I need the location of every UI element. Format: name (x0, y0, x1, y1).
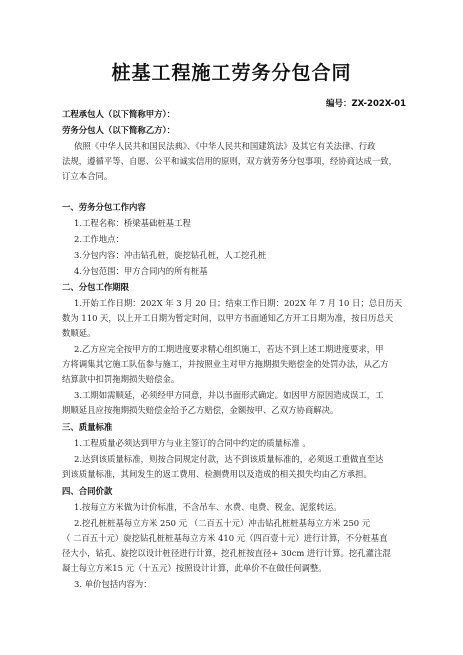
section-4-p2-line-1: 2.挖孔桩桩基每立方米 250 元 （二百五十元）冲击钻孔桩桩基每立方米 250 元 (74, 518, 371, 528)
section-2-p2-line-3: 结算款中扣罚拖期损失赔偿金。 (62, 374, 180, 384)
section-4-p2-line-3: 径大小，钻孔、旋挖以设计桩径进行计算，挖孔桩按直径+ 30cm 进行计算。挖孔灌注混 (62, 548, 391, 558)
section-1-item-3: 3.分包内容：冲击钻孔桩，旋挖钻孔桩，人工挖孔桩 (74, 250, 267, 260)
party-b-line: 劳务分包人（以下简称乙方）： (62, 125, 176, 135)
party-a-line: 工程承包人（以下简称甲方）： (62, 109, 176, 119)
section-1-item-4: 4.分包范围：甲方合同内的所有桩基 (74, 266, 208, 276)
document-title: 桩基工程施工劳务分包合同 (111, 62, 352, 84)
section-1-item-1: 1.工程名称：桥梁基础桩基工程 (74, 218, 191, 228)
section-4-p2-line-4: 凝土每立方米15 元（十五元）按照设计计算，此单价不在做任何调整。 (62, 563, 327, 573)
section-2-heading: 二、分包工作期限 (62, 282, 129, 292)
section-1-item-2: 2.工作地点： (74, 234, 124, 244)
section-1-heading: 一、劳务分包工作内容 (62, 202, 146, 212)
section-3-p2-line-2: 到该质量标准，其间发生的返工费用、检测费用以及造成的相关损失均由乙方承担。 (62, 469, 372, 479)
section-4-p1: 1.按每立方米做为计价标准，不含吊车、水费、电费、税金、泥浆转运。 (74, 502, 342, 512)
section-4-heading: 四、合同价款 (62, 486, 113, 496)
section-4-p2-line-2: （ 二百五十元）旋挖钻孔桩桩基每立方米 410 元（四百壹十元）进行计算，不分桩基直 (62, 533, 388, 543)
contract-number: 编号：ZX-202X-01 (325, 99, 406, 109)
section-2-p3-line-1: 3.工期如需顺延，必须经甲方同意，并以书面形式确定。如因甲方原因造成误工，工 (74, 390, 384, 400)
section-3-heading: 三、质量标准 (62, 422, 113, 432)
preamble-line-1: 依照《中华人民共和国民法典》、《中华人民共和国建筑法》及其它有关法律、行政 (74, 141, 376, 151)
section-4-p3: 3. 单价包括内容为： (74, 579, 152, 589)
section-2-p1-line-2: 数为 110 天，以上开工日期为暂定时间，以甲方书面通知乙方开工日期为准，按日历总天 (62, 313, 394, 323)
section-2-p2-line-1: 2.乙方应完全按甲方的工期进度要求精心组织施工，若达不到上述工期进度要求，甲 (74, 344, 384, 354)
section-3-p2-line-1: 2.达到该质量标准，则按合同规定付款，达不到该质量标准的，必须返工重做直至达 (74, 454, 384, 464)
section-2-p3-line-2: 期顺延且应按拖期损失赔偿金给予乙方赔偿，金额按甲、乙双方协商解决。 (62, 405, 339, 415)
section-2-p1-line-1: 1.开始工作日期：202X 年 3 月 20 日；结束工作日期：202X 年 7 月 10 日；总日历天 (74, 298, 403, 308)
section-2-p2-line-2: 方将调集其它施工队伍参与施工，并按照业主对甲方拖期损失赔偿金的处罚办法，从乙方 (62, 359, 389, 369)
preamble-line-2: 法规，遵循平等、自愿、公平和诚实信用的原则，双方就劳务分包事项，经协商达成一致， (62, 156, 397, 166)
section-3-p1: 1.工程质量必须达到甲方与业主签订的合同中约定的质量标准 。 (74, 438, 311, 448)
preamble-line-3: 订立本合同。 (62, 171, 113, 181)
section-2-p1-line-3: 数顺延。 (62, 328, 96, 338)
